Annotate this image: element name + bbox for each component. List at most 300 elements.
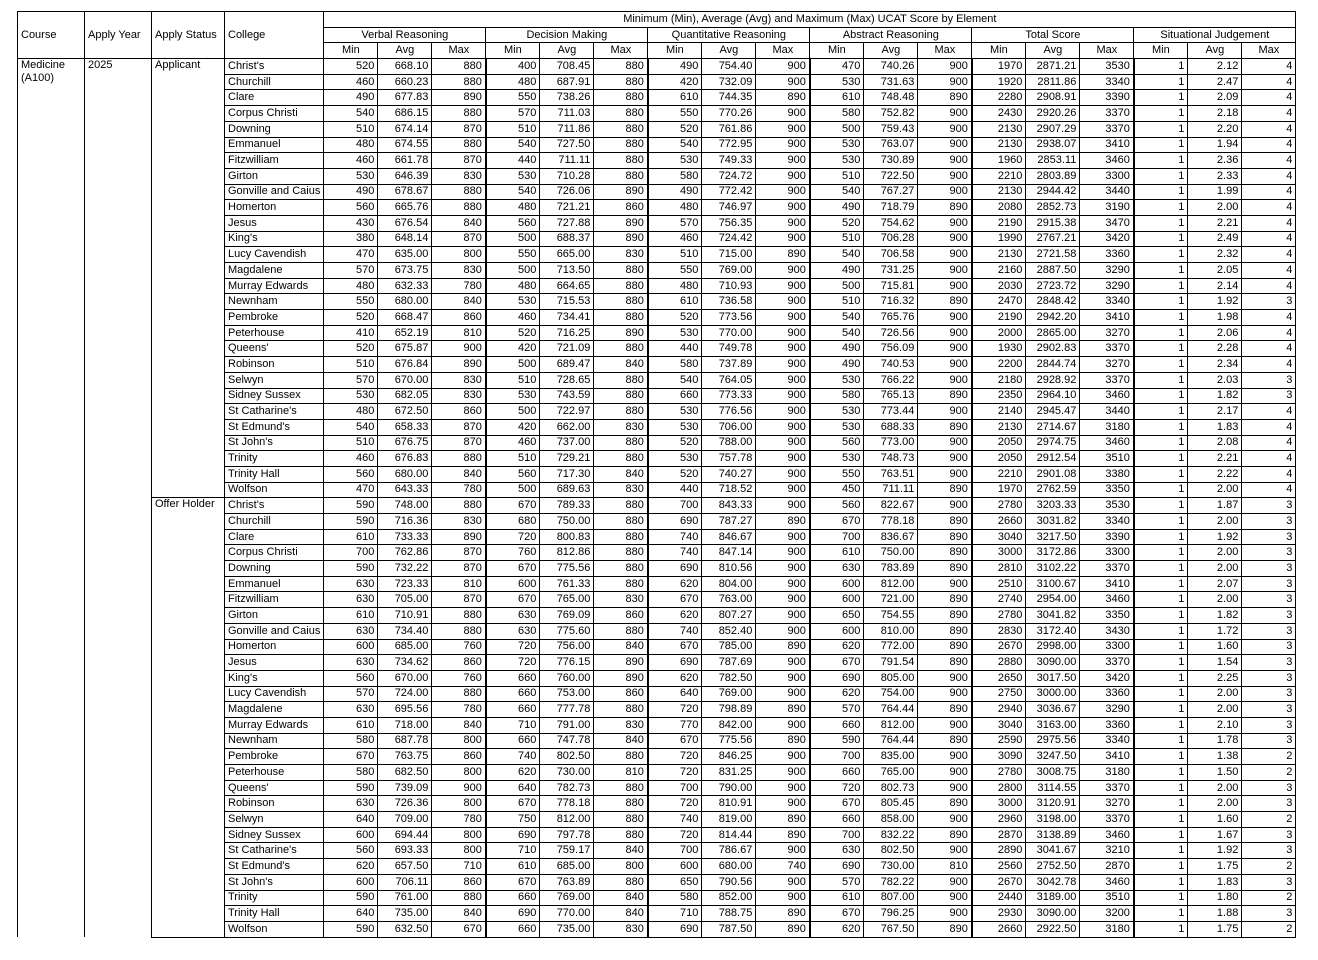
score-cell: 870 <box>432 592 486 608</box>
score-cell: 900 <box>918 780 972 796</box>
score-cell: 740.27 <box>702 466 756 482</box>
score-cell: 2870 <box>1080 859 1134 875</box>
score-cell: 1 <box>1134 686 1188 702</box>
score-cell: 763.89 <box>540 874 594 890</box>
score-cell: 510 <box>810 168 864 184</box>
score-cell: 772.42 <box>702 184 756 200</box>
score-cell: 832.22 <box>864 827 918 843</box>
score-cell: 900 <box>756 388 810 404</box>
score-cell: 890 <box>594 184 648 200</box>
score-cell: 890 <box>918 608 972 624</box>
score-cell: 3 <box>1242 702 1296 718</box>
score-cell: 3410 <box>1080 749 1134 765</box>
score-cell: 2865.00 <box>1026 325 1080 341</box>
score-cell: 2.36 <box>1188 153 1242 169</box>
score-cell: 1 <box>1134 341 1188 357</box>
score-cell: 782.73 <box>540 780 594 796</box>
score-cell: 880 <box>432 451 486 467</box>
score-cell: 530 <box>648 404 702 420</box>
score-cell: 720 <box>648 702 702 718</box>
score-cell: 3 <box>1242 592 1296 608</box>
score-cell: 880 <box>594 372 648 388</box>
score-cell: 2945.47 <box>1026 404 1080 420</box>
score-cell: 4 <box>1242 263 1296 279</box>
score-cell: 900 <box>756 796 810 812</box>
score-cell: 880 <box>594 451 648 467</box>
score-cell: 890 <box>918 655 972 671</box>
score-cell: 3350 <box>1080 482 1134 498</box>
score-cell: 870 <box>432 561 486 577</box>
score-cell: 900 <box>756 231 810 247</box>
score-cell: 3210 <box>1080 843 1134 859</box>
score-cell: 3460 <box>1080 827 1134 843</box>
score-cell: 3 <box>1242 827 1296 843</box>
course-name: Medicine <box>21 59 66 72</box>
score-cell: 670 <box>486 796 540 812</box>
score-cell: 420 <box>486 341 540 357</box>
score-cell: 530 <box>648 419 702 435</box>
score-cell: 1 <box>1134 215 1188 231</box>
score-cell: 780 <box>432 702 486 718</box>
score-cell: 689.47 <box>540 357 594 373</box>
score-cell: 480 <box>486 200 540 216</box>
score-cell: 1 <box>1134 74 1188 90</box>
score-cell: 3120.91 <box>1026 796 1080 812</box>
score-cell: 740 <box>648 545 702 561</box>
college-cell: Fitzwilliam <box>225 592 324 608</box>
score-cell: 880 <box>594 153 648 169</box>
score-cell: 570 <box>324 372 378 388</box>
score-cell: 3460 <box>1080 388 1134 404</box>
score-cell: 780 <box>432 812 486 828</box>
score-cell: 753.00 <box>540 686 594 702</box>
score-cell: 2.21 <box>1188 215 1242 231</box>
score-cell: 2780 <box>972 765 1026 781</box>
score-cell: 2740 <box>972 592 1026 608</box>
score-cell: 570 <box>810 702 864 718</box>
score-cell: 2160 <box>972 263 1026 279</box>
score-cell: 630 <box>486 623 540 639</box>
score-cell: 3172.86 <box>1026 545 1080 561</box>
score-cell: 900 <box>918 435 972 451</box>
score-cell: 1 <box>1134 90 1188 106</box>
score-cell: 678.67 <box>378 184 432 200</box>
score-cell: 890 <box>594 655 648 671</box>
score-cell: 530 <box>324 388 378 404</box>
score-cell: 670 <box>324 749 378 765</box>
score-cell: 520 <box>810 215 864 231</box>
score-cell: 570 <box>486 106 540 122</box>
score-cell: 900 <box>918 74 972 90</box>
score-cell: 610 <box>648 90 702 106</box>
score-cell: 880 <box>594 435 648 451</box>
score-cell: 3300 <box>1080 545 1134 561</box>
score-cell: 840 <box>594 639 648 655</box>
score-cell: 1 <box>1134 765 1188 781</box>
score-cell: 3370 <box>1080 561 1134 577</box>
score-cell: 470 <box>324 247 378 263</box>
score-cell: 713.50 <box>540 263 594 279</box>
score-cell: 734.41 <box>540 310 594 326</box>
score-cell: 2848.42 <box>1026 294 1080 310</box>
score-cell: 2915.38 <box>1026 215 1080 231</box>
score-cell: 4 <box>1242 168 1296 184</box>
score-cell: 460 <box>324 153 378 169</box>
score-cell: 733.33 <box>378 529 432 545</box>
score-cell: 900 <box>756 765 810 781</box>
score-cell: 3 <box>1242 576 1296 592</box>
score-cell: 2 <box>1242 765 1296 781</box>
table-row <box>18 498 1296 514</box>
ucat-score-table <box>17 11 1296 938</box>
score-cell: 900 <box>756 200 810 216</box>
score-cell: 560 <box>486 215 540 231</box>
score-cell: 3410 <box>1080 310 1134 326</box>
score-cell: 652.19 <box>378 325 432 341</box>
score-cell: 1 <box>1134 670 1188 686</box>
score-cell: 770 <box>648 717 702 733</box>
college-cell: Christ's <box>225 498 324 514</box>
score-cell: 718.00 <box>378 717 432 733</box>
score-cell: 510 <box>810 294 864 310</box>
score-cell: 3 <box>1242 906 1296 922</box>
college-cell: Emmanuel <box>225 576 324 592</box>
score-cell: 4 <box>1242 466 1296 482</box>
score-cell: 670.00 <box>378 670 432 686</box>
score-cell: 900 <box>756 184 810 200</box>
college-cell: Lucy Cavendish <box>225 247 324 263</box>
score-cell: 775.56 <box>540 561 594 577</box>
score-cell: 736.58 <box>702 294 756 310</box>
score-cell: 860 <box>594 200 648 216</box>
score-cell: 749.78 <box>702 341 756 357</box>
score-cell: 900 <box>918 121 972 137</box>
score-cell: 1970 <box>972 482 1026 498</box>
score-cell: 890 <box>918 200 972 216</box>
score-cell: 3370 <box>1080 812 1134 828</box>
score-cell: 3 <box>1242 686 1296 702</box>
college-cell: King's <box>225 231 324 247</box>
score-cell: 2810 <box>972 561 1026 577</box>
score-cell: 3270 <box>1080 325 1134 341</box>
score-cell: 880 <box>594 294 648 310</box>
stat-subheader: Min <box>810 43 864 59</box>
score-cell: 3180 <box>1080 765 1134 781</box>
score-cell: 812.00 <box>864 576 918 592</box>
score-cell: 630 <box>810 561 864 577</box>
score-cell: 718.79 <box>864 200 918 216</box>
score-cell: 835.00 <box>864 749 918 765</box>
score-cell: 2853.11 <box>1026 153 1080 169</box>
score-cell: 716.25 <box>540 325 594 341</box>
college-cell: Jesus <box>225 215 324 231</box>
score-cell: 796.25 <box>864 906 918 922</box>
college-cell: Robinson <box>225 796 324 812</box>
score-cell: 675.87 <box>378 341 432 357</box>
score-cell: 677.83 <box>378 90 432 106</box>
score-cell: 380 <box>324 231 378 247</box>
score-cell: 830 <box>432 388 486 404</box>
score-cell: 4 <box>1242 59 1296 75</box>
score-cell: 730.89 <box>864 153 918 169</box>
score-cell: 668.47 <box>378 310 432 326</box>
score-cell: 3 <box>1242 623 1296 639</box>
score-cell: 1 <box>1134 59 1188 75</box>
score-cell: 810.00 <box>864 623 918 639</box>
score-cell: 2.00 <box>1188 592 1242 608</box>
score-cell: 900 <box>918 404 972 420</box>
score-cell: 773.44 <box>864 404 918 420</box>
score-cell: 1 <box>1134 906 1188 922</box>
score-cell: 3042.78 <box>1026 874 1080 890</box>
score-cell: 718.52 <box>702 482 756 498</box>
score-cell: 720 <box>810 780 864 796</box>
score-cell: 737.89 <box>702 357 756 373</box>
score-cell: 900 <box>918 717 972 733</box>
score-cell: 2998.00 <box>1026 639 1080 655</box>
score-cell: 590 <box>324 561 378 577</box>
score-cell: 738.26 <box>540 90 594 106</box>
score-cell: 890 <box>756 639 810 655</box>
score-cell: 3217.50 <box>1026 529 1080 545</box>
score-cell: 789.33 <box>540 498 594 514</box>
header-apply-year: Apply Year <box>85 12 152 59</box>
college-cell: Clare <box>225 529 324 545</box>
score-cell: 805.45 <box>864 796 918 812</box>
score-cell: 661.78 <box>378 153 432 169</box>
score-cell: 2940 <box>972 702 1026 718</box>
score-cell: 802.50 <box>540 749 594 765</box>
score-cell: 610 <box>324 529 378 545</box>
score-cell: 540 <box>648 137 702 153</box>
score-cell: 560 <box>486 466 540 482</box>
score-cell: 880 <box>594 561 648 577</box>
score-cell: 1 <box>1134 890 1188 906</box>
score-cell: 3290 <box>1080 702 1134 718</box>
score-cell: 3440 <box>1080 184 1134 200</box>
score-cell: 782.50 <box>702 670 756 686</box>
score-cell: 2 <box>1242 812 1296 828</box>
score-cell: 890 <box>756 812 810 828</box>
score-cell: 510 <box>324 435 378 451</box>
score-cell: 674.55 <box>378 137 432 153</box>
score-cell: 3370 <box>1080 372 1134 388</box>
score-cell: 500 <box>810 121 864 137</box>
score-cell: 2.17 <box>1188 404 1242 420</box>
score-cell: 1 <box>1134 106 1188 122</box>
score-cell: 620 <box>648 576 702 592</box>
score-cell: 520 <box>648 435 702 451</box>
score-cell: 3 <box>1242 717 1296 733</box>
score-cell: 660 <box>486 686 540 702</box>
score-cell: 880 <box>432 59 486 75</box>
score-cell: 630 <box>810 843 864 859</box>
score-cell: 880 <box>594 796 648 812</box>
score-cell: 530 <box>486 388 540 404</box>
score-cell: 1.75 <box>1188 921 1242 937</box>
score-cell: 3300 <box>1080 639 1134 655</box>
score-cell: 2 <box>1242 921 1296 937</box>
score-cell: 880 <box>594 90 648 106</box>
score-cell: 3 <box>1242 561 1296 577</box>
score-cell: 2907.29 <box>1026 121 1080 137</box>
score-cell: 3370 <box>1080 121 1134 137</box>
score-cell: 880 <box>432 498 486 514</box>
score-cell: 715.53 <box>540 294 594 310</box>
score-cell: 3 <box>1242 874 1296 890</box>
stat-subheader: Min <box>972 43 1026 59</box>
score-cell: 2880 <box>972 655 1026 671</box>
score-cell: 847.14 <box>702 545 756 561</box>
score-cell: 4 <box>1242 231 1296 247</box>
score-cell: 2650 <box>972 670 1026 686</box>
score-cell: 890 <box>918 623 972 639</box>
score-cell: 660.23 <box>378 74 432 90</box>
score-cell: 890 <box>756 827 810 843</box>
score-cell: 630 <box>324 576 378 592</box>
score-cell: 4 <box>1242 325 1296 341</box>
score-cell: 3420 <box>1080 231 1134 247</box>
score-cell: 3360 <box>1080 717 1134 733</box>
score-cell: 650 <box>648 874 702 890</box>
score-cell: 610 <box>324 717 378 733</box>
score-cell: 754.62 <box>864 215 918 231</box>
score-cell: 660 <box>486 890 540 906</box>
score-cell: 1 <box>1134 168 1188 184</box>
score-cell: 646.39 <box>378 168 432 184</box>
score-cell: 2944.42 <box>1026 184 1080 200</box>
score-cell: 852.40 <box>702 623 756 639</box>
score-cell: 1.80 <box>1188 890 1242 906</box>
score-cell: 510 <box>810 231 864 247</box>
score-cell: 3 <box>1242 670 1296 686</box>
score-cell: 630 <box>324 702 378 718</box>
score-cell: 600 <box>486 576 540 592</box>
score-cell: 810.56 <box>702 561 756 577</box>
score-cell: 2.00 <box>1188 545 1242 561</box>
score-cell: 810 <box>432 325 486 341</box>
score-cell: 3370 <box>1080 655 1134 671</box>
score-cell: 724.42 <box>702 231 756 247</box>
score-cell: 550 <box>648 263 702 279</box>
score-cell: 610 <box>810 890 864 906</box>
score-cell: 900 <box>756 890 810 906</box>
score-cell: 890 <box>594 670 648 686</box>
score-cell: 2130 <box>972 137 1026 153</box>
score-cell: 3 <box>1242 639 1296 655</box>
score-cell: 756.09 <box>864 341 918 357</box>
score-cell: 721.09 <box>540 341 594 357</box>
score-cell: 2.00 <box>1188 686 1242 702</box>
score-cell: 3290 <box>1080 278 1134 294</box>
score-cell: 763.75 <box>378 749 432 765</box>
college-cell: Murray Edwards <box>225 717 324 733</box>
score-cell: 762.86 <box>378 545 432 561</box>
score-cell: 658.33 <box>378 419 432 435</box>
score-cell: 560 <box>324 200 378 216</box>
score-cell: 2.00 <box>1188 482 1242 498</box>
score-cell: 2.28 <box>1188 341 1242 357</box>
score-cell: 1.67 <box>1188 827 1242 843</box>
score-cell: 900 <box>918 215 972 231</box>
element-group-header: Total Score <box>972 27 1134 43</box>
score-cell: 640 <box>486 780 540 796</box>
stat-subheader: Avg <box>1026 43 1080 59</box>
score-cell: 660 <box>810 717 864 733</box>
score-cell: 1 <box>1134 404 1188 420</box>
score-cell: 890 <box>918 827 972 843</box>
score-cell: 2.25 <box>1188 670 1242 686</box>
score-cell: 840 <box>432 906 486 922</box>
score-cell: 410 <box>324 325 378 341</box>
score-cell: 731.63 <box>864 74 918 90</box>
score-cell: 440 <box>486 153 540 169</box>
score-cell: 721.21 <box>540 200 594 216</box>
score-cell: 2928.92 <box>1026 372 1080 388</box>
college-cell: Murray Edwards <box>225 278 324 294</box>
score-cell: 782.22 <box>864 874 918 890</box>
score-cell: 2844.74 <box>1026 357 1080 373</box>
score-cell: 860 <box>432 655 486 671</box>
score-cell: 890 <box>594 215 648 231</box>
score-cell: 900 <box>918 749 972 765</box>
score-cell: 763.51 <box>864 466 918 482</box>
score-cell: 900 <box>756 529 810 545</box>
score-cell: 890 <box>756 906 810 922</box>
score-cell: 830 <box>432 263 486 279</box>
college-cell: Wolfson <box>225 921 324 937</box>
score-cell: 890 <box>918 388 972 404</box>
score-cell: 810 <box>594 765 648 781</box>
score-cell: 900 <box>918 670 972 686</box>
score-cell: 800 <box>432 827 486 843</box>
score-cell: 890 <box>918 294 972 310</box>
score-cell: 420 <box>648 74 702 90</box>
score-cell: 880 <box>594 278 648 294</box>
score-cell: 2210 <box>972 168 1026 184</box>
score-cell: 580 <box>648 890 702 906</box>
score-cell: 900 <box>918 184 972 200</box>
score-cell: 540 <box>324 106 378 122</box>
score-cell: 812.00 <box>864 717 918 733</box>
score-cell: 1.99 <box>1188 184 1242 200</box>
score-cell: 490 <box>810 263 864 279</box>
score-cell: 880 <box>594 529 648 545</box>
score-cell: 840 <box>432 717 486 733</box>
score-cell: 3460 <box>1080 153 1134 169</box>
score-cell: 480 <box>648 200 702 216</box>
score-cell: 3 <box>1242 388 1296 404</box>
score-cell: 3270 <box>1080 796 1134 812</box>
score-cell: 890 <box>918 545 972 561</box>
score-cell: 1 <box>1134 921 1188 937</box>
score-cell: 748.00 <box>378 498 432 514</box>
score-cell: 690 <box>648 655 702 671</box>
score-cell: 2912.54 <box>1026 451 1080 467</box>
score-cell: 2.32 <box>1188 247 1242 263</box>
score-cell: 900 <box>756 74 810 90</box>
score-cell: 640 <box>324 812 378 828</box>
score-cell: 900 <box>918 874 972 890</box>
score-cell: 3 <box>1242 294 1296 310</box>
score-cell: 3430 <box>1080 623 1134 639</box>
college-cell: Girton <box>225 608 324 624</box>
score-cell: 3510 <box>1080 451 1134 467</box>
score-cell: 2901.08 <box>1026 466 1080 482</box>
score-cell: 1 <box>1134 231 1188 247</box>
score-cell: 530 <box>648 325 702 341</box>
score-cell: 880 <box>594 310 648 326</box>
